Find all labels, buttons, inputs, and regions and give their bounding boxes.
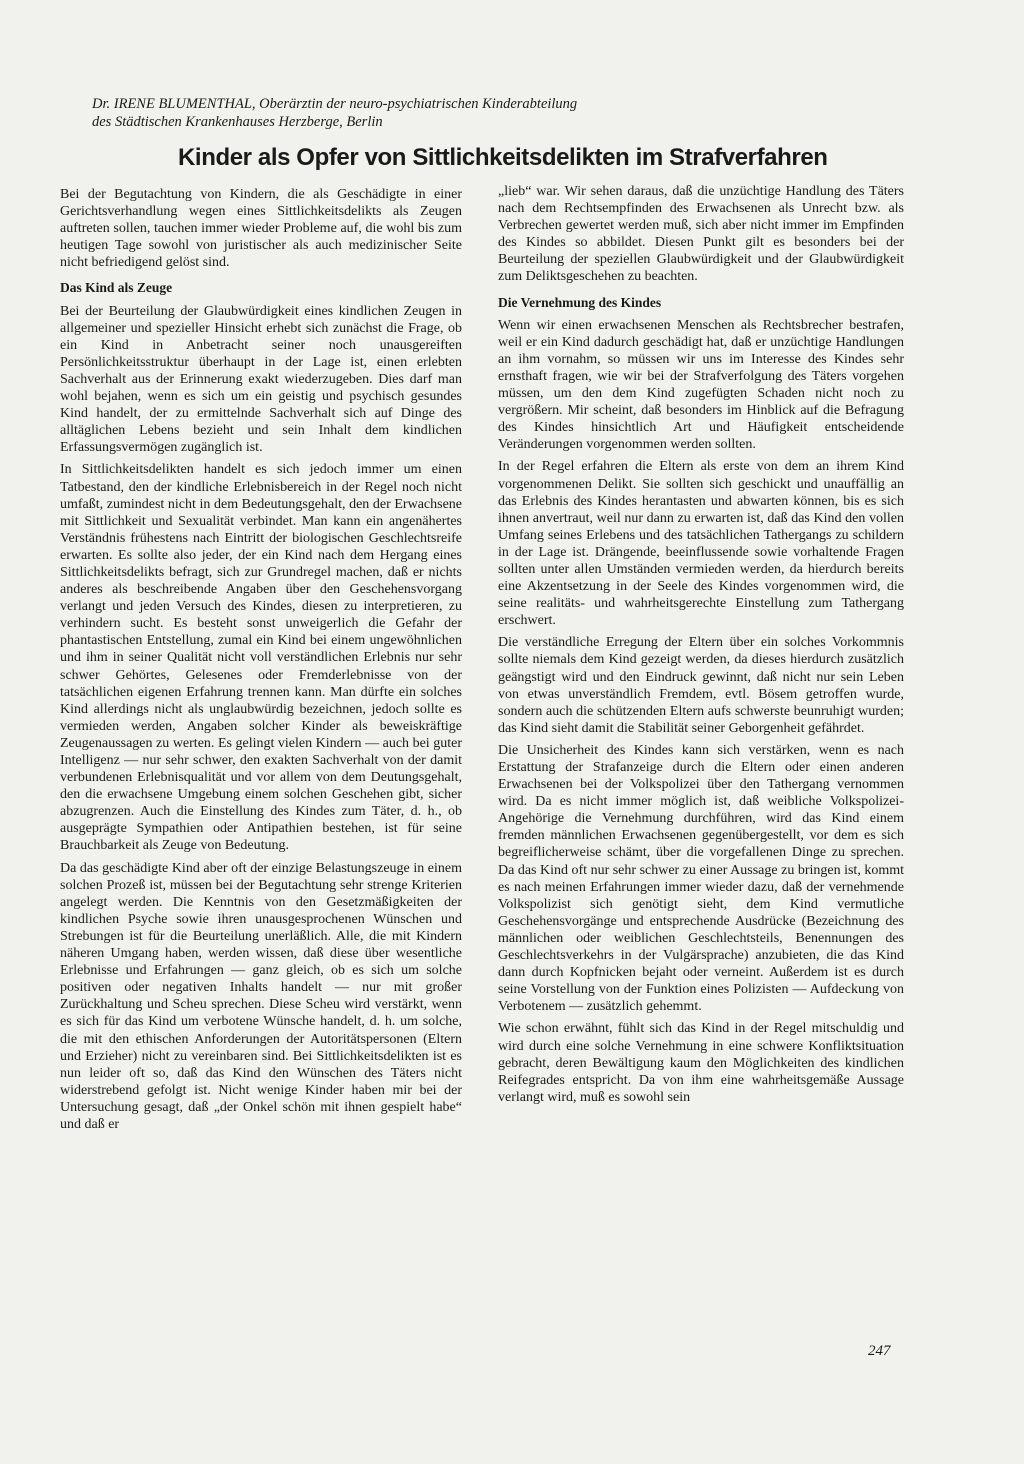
paragraph: Die Unsicherheit des Kindes kann sich verstärken, wenn es nach Erstattung der Strafanzeige durch die Eltern oder einen anderen Erwachsenen bei der Volkspolizei über den Tathergang vernommen wird. Da es nicht immer möglich ist, daß weibliche Volkspolizei-Angehörige die Vernehmung durchführen, wird das Kind einem fremden männlichen Erwachsenen gegenübergestellt, vor dem es sich begreiflicherweise schämt, über die vorgefallenen Dinge zu sprechen. Da das Kind oft nur sehr schwer zu einer Aussage zu bringen ist, kommt es nach meinen Erfahrungen immer wieder dazu, daß der vernehmende Volkspolizist sich genötigt sieht, dem Kind vermutliche Geschehensvorgänge und entsprechende Ausdrücke (Bezeichnung des männlichen oder weiblichen Geschlechtsteils, Benennungen des Geschlechtsverkehrs in der Vulgärsprache) anzubieten, die das Kind dann durch Kopfnicken bejaht oder verneint. Außerdem ist es durch seine Vorstellung von der Funktion eines Polizisten — Aufdeckung von Verbotenem — zusätzlich gehemmt. xyxy=(498,742,904,1015)
paragraph: Wenn wir einen erwachsenen Menschen als Rechtsbrecher bestrafen, weil er ein Kind dadurch geschädigt hat, daß er unzüchtige Handlungen an ihm vornahm, so müssen wir uns im Interesse des Kindes sehr ernsthaft fragen, wie wir bei der Strafverfolgung des Täters vorgehen müssen, um den dem Kind zugefügten Schaden nicht noch zu vergrößern. Mir scheint, daß besonders im Hinblick auf die Befragung des Kindes hinsichtlich Art und Häufigkeit entscheidende Veränderungen vorgenommen werden sollten. xyxy=(498,317,904,453)
left-column xyxy=(60,186,462,1138)
author-byline xyxy=(92,95,732,131)
byline-institution-line: des Städtischen Krankenhauses Herzberge, Berlin xyxy=(92,114,383,130)
section-heading-kind-als-zeuge: Das Kind als Zeuge xyxy=(60,280,173,296)
byline-author-line: Dr. IRENE BLUMENTHAL, Oberärztin der neuro-psychiatrischen Kinderabteilung xyxy=(92,96,578,112)
paragraph: Bei der Beurteilung der Glaubwürdigkeit eines kindlichen Zeugen in allgemeiner und spezieller Hinsicht erhebt sich zunächst die Frage, ob ein Kind in Anbetracht seiner noch unausgereiften Persönlichkeitsstruktur überhaupt in der Lage ist, einen erlebten Sachverhalt aus der Erinnerung exakt wiederzugeben. Dies darf man wohl bejahen, wenn es sich um ein geistig und psychisch gesundes Kind handelt, der zu ermittelnde Sachverhalt sich auf Dinge des alltäglichen Lebens bezieht und sein Inhalt dem kindlichen Erfassungsvermögen zugänglich ist. xyxy=(60,303,462,456)
page-number: 247 xyxy=(868,1343,891,1359)
paragraph: Da das geschädigte Kind aber oft der einzige Belastungszeuge in einem solchen Prozeß ist, müssen bei der Begutachtung sehr strenge Kriterien angelegt werden. Die Kenntnis von den Gesetzmäßigkeiten der kindlichen Psyche sowie ihren unausgesprochenen Wünschen und Strebungen ist für die Beurteilung unerläßlich. Alle, die mit Kindern näheren Umgang haben, werden wissen, daß diese über wesentliche Erlebnisse und Erfahrungen — ganz gleich, ob es sich um solche positiven oder negativen Inhalts handelt — nur mit großer Zurückhaltung und Scheu sprechen. Diese Scheu wird verstärkt, wenn es sich für das Kind um verbotene Wünsche handelt, d. h. um solche, die mit den ethischen Anforderungen der Autoritätspersonen (Eltern und Erzieher) nicht zu vereinbaren sind. Bei Sittlichkeitsdelikten ist es nun leider oft so, daß das Kind den Wünschen des Täters nicht widerstrebend gefolgt ist. Nicht wenige Kinder haben mir bei der Untersuchung gesagt, daß „der Onkel schön mit ihnen gespielt habe“ und daß er xyxy=(60,860,462,1132)
paragraph: Die verständliche Erregung der Eltern über ein solches Vorkommnis sollte niemals dem Kind gezeigt werden, da dieses hierdurch zusätzlich geängstigt wird und den Eindruck gewinnt, daß nicht nur sein Leben von etwas unverständlich Fremdem, evtl. Bösem getroffen wurde, sondern auch die schützenden Eltern aufs schwerste beunruhigt wurden; das Kind sieht damit die Stabilität seiner Geborgenheit gefährdet. xyxy=(498,635,904,736)
intro-paragraph: Bei der Begutachtung von Kindern, die als Geschädigte in einer Gerichtsverhandlung wegen eines Sittlichkeitsdelikts als Zeugen auftreten sollen, tauchen immer wieder Probleme auf, die wohl bis zum heutigen Tage sowohl von juristischer als auch medizinischer Seite nicht befriedigend gelöst sind. xyxy=(60,187,462,271)
article-title: Kinder als Opfer von Sittlichkeitsdelikten im Strafverfahren xyxy=(178,144,828,171)
right-column xyxy=(498,183,904,1111)
paragraph: In der Regel erfahren die Eltern als erste von dem an ihrem Kind vorgenommenen Delikt. Sie sollten sich geschickt und unauffällig an das Erlebnis des Kindes herantasten und abwarten können, bis es sich ihnen anvertraut, weil nur dann zu erwarten ist, daß das Kind den vollen Umfang seines Erlebens und des tatsächlichen Tathergangs zu schildern in der Lage ist. Drängende, beeinflussende sowie vorhaltende Fragen sollten unter allen Umständen vermieden werden, da hierdurch bereits eine Akzentsetzung in der Seele des Kindes vorgenommen wird, die seine realitäts- und wahrheitsgerechte Einstellung zum Tathergang erschwert. xyxy=(498,459,904,629)
paragraph: Wie schon erwähnt, fühlt sich das Kind in der Regel mitschuldig und wird durch eine solche Vernehmung in eine schwere Konfliktsituation gebracht, deren Bewältigung kaum den Möglichkeiten des kindlichen Reifegrades entspricht. Da von ihm eine wahrheitsgemäße Aussage verlangt wird, muß es sowohl sein xyxy=(498,1021,904,1105)
paragraph: In Sittlichkeitsdelikten handelt es sich jedoch immer um einen Tatbestand, den der kindliche Erlebnisbereich in der Regel noch nicht umfaßt, zumindest nicht in dem Bedeutungsgehalt, den der Erwachsene mit Sittlichkeit und Sexualität verbindet. Man kann ein angenähertes Verständnis frühestens nach Eintritt der biologischen Geschlechtsreife erwarten. Es sollte also jeder, der ein Kind nach dem Hergang eines Sittlichkeitsdelikts befragt, sich zur Grundregel machen, daß er nichts anderes als beschreibende Angaben über den Geschehensvorgang verlangt und jeden Versuch des Kindes, diesen zu interpretieren, zu verhindern sucht. Es besteht sonst unweigerlich die Gefahr der phantastischen Entstellung, zumal ein Kind bei einem ungewöhnlichen und ihm in seiner Qualität nicht voll verständlichen Erlebnis nur sehr schwer Gehörtes, Gelesenes oder Fremderlebnisse von der tatsächlichen eigenen Erfahrung trennen kann. Man dürfte ein solches Kind allerdings nicht als unglaubwürdig bezeichnen, jedoch sollte es vermieden werden, Angaben solcher Kinder als beweiskräftige Zeugenaussagen zu werten. Es gelingt vielen Kindern — auch bei guter Intelligenz — nur sehr schwer, den exakten Sachverhalt von der damit verbundenen Erlebnisqualität und vor allem von dem Deutungsgehalt, den die erwachsene Umgebung einem solchen Geschehen gibt, sicher abzugrenzen. Auch die Einstellung des Kindes zum Täter, d. h., ob ausgeprägte Sympathien oder Antipathien bestehen, ist für seine Brauchbarkeit als Zeuge von Bedeutung. xyxy=(60,462,462,854)
section-heading-vernehmung: Die Vernehmung des Kindes xyxy=(498,294,662,310)
paragraph-continued: „lieb“ war. Wir sehen daraus, daß die unzüchtige Handlung des Täters nach dem Rechtsempfinden des Erwachsenen als Unrecht bzw. als Verbrechen gewertet werden muß, sich aber nicht immer im Empfinden des Kindes so abbildet. Diesen Punkt gilt es besonders bei der Beurteilung der speziellen Glaubwürdigkeit und der Glaubwürdigkeit zum Deliktsgeschehen zu beachten. xyxy=(498,184,904,285)
